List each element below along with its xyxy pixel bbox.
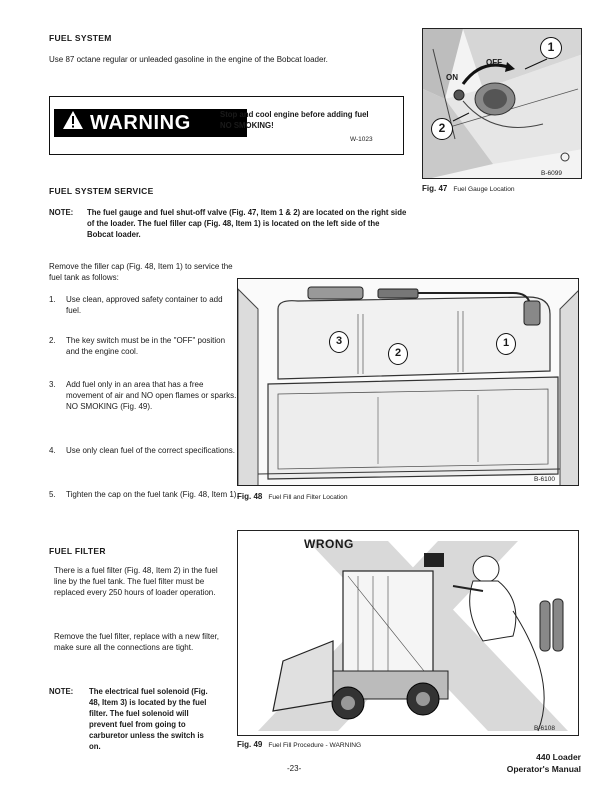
filter-para-1: There is a fuel filter (Fig. 48, Item 2) in the fuel line by the fuel tank. The fuel filter must be replaced every 250 hours of loader operation. bbox=[54, 566, 218, 598]
fig48-callout-2: 2 bbox=[388, 343, 408, 365]
filter-heading: FUEL FILTER bbox=[49, 546, 106, 556]
warning-line-2: NO SMOKING! bbox=[220, 121, 274, 130]
fig47-caption-text: Fuel Gauge Location bbox=[453, 186, 515, 193]
fig48-callout-3: 3 bbox=[329, 331, 349, 353]
fig47-callout-1: 1 bbox=[540, 37, 562, 59]
fig49-image bbox=[237, 530, 579, 736]
fig47-off-label: OFF bbox=[486, 58, 502, 67]
fig47-callout-2: 2 bbox=[431, 118, 453, 140]
warning-triangle-icon bbox=[62, 110, 84, 136]
filter-para-2: Remove the fuel filter, replace with a new filter, make sure all the connections are tight. bbox=[54, 632, 219, 653]
fig47-image bbox=[422, 28, 582, 179]
filter-note-label: NOTE: bbox=[49, 687, 74, 696]
fig47-caption bbox=[422, 184, 515, 193]
warning-box bbox=[49, 96, 404, 155]
step-5: 5. Tighten the cap on the fuel tank (Fig. 48, Item 1). bbox=[49, 490, 239, 499]
service-heading: FUEL SYSTEM SERVICE bbox=[49, 186, 154, 196]
fig48-caption bbox=[237, 492, 348, 501]
fig48-number: Fig. 48 bbox=[237, 492, 263, 501]
fig48-code: B-6100 bbox=[534, 476, 555, 483]
fig48-caption-text: Fuel Fill and Filter Location bbox=[268, 494, 348, 501]
fig49-caption bbox=[237, 740, 361, 749]
fig49-number: Fig. 49 bbox=[237, 740, 263, 749]
step-4: 4. Use only clean fuel of the correct specifications. bbox=[49, 446, 235, 455]
warning-label: WARNING bbox=[90, 111, 191, 134]
fig49-drawing bbox=[238, 531, 579, 736]
fuel-system-heading: FUEL SYSTEM bbox=[49, 33, 112, 43]
footer-model: 440 Loader bbox=[536, 752, 581, 762]
service-note-label: NOTE: bbox=[49, 208, 74, 217]
fig48-callout-1: 1 bbox=[496, 333, 516, 355]
filter-note-text: The electrical fuel solenoid (Fig. 48, Item 3) is located by the fuel filter. The fuel solenoid will prevent fuel from going to carburetor unless the switch is on. bbox=[89, 687, 208, 751]
service-note-text: The fuel gauge and fuel shut-off valve (Fig. 47, Item 1 & 2) are located on the right side of the loader. The fuel filler cap (Fig. 48, Item 1) is located on the left side of the Bobcat loader. bbox=[87, 208, 407, 239]
fig47-number: Fig. 47 bbox=[422, 184, 448, 193]
service-intro: Remove the filler cap (Fig. 48, Item 1) to service the fuel tank as follows: bbox=[49, 262, 233, 283]
step-3: 3. Add fuel only in an area that has a free movement of air and NO open flames or sparks. NO SMOKING (Fig. 49). bbox=[49, 380, 237, 412]
fuel-system-text: Use 87 octane regular or unleaded gasoline in the engine of the Bobcat loader. bbox=[49, 55, 328, 64]
fig47-on-label: ON bbox=[446, 73, 458, 82]
fig49-wrong-label: WRONG bbox=[304, 537, 354, 551]
warning-line-1: Stop and cool engine before adding fuel bbox=[220, 110, 369, 119]
warning-code: W-1023 bbox=[350, 136, 373, 143]
service-steps bbox=[49, 294, 239, 524]
step-2: 2. The key switch must be in the "OFF" position and the engine cool. bbox=[49, 336, 226, 357]
fig48-drawing bbox=[238, 279, 579, 486]
page-number: -23- bbox=[287, 764, 302, 773]
fig49-code: B-6108 bbox=[534, 725, 555, 732]
fig49-caption-text: Fuel Fill Procedure - WARNING bbox=[268, 742, 362, 749]
step-1: 1. Use clean, approved safety container to add fuel. bbox=[49, 295, 223, 316]
footer-manual: Operator's Manual bbox=[506, 764, 581, 774]
warning-label-block bbox=[54, 109, 247, 137]
fig47-code: B-6099 bbox=[541, 170, 562, 177]
fig48-image bbox=[237, 278, 579, 486]
